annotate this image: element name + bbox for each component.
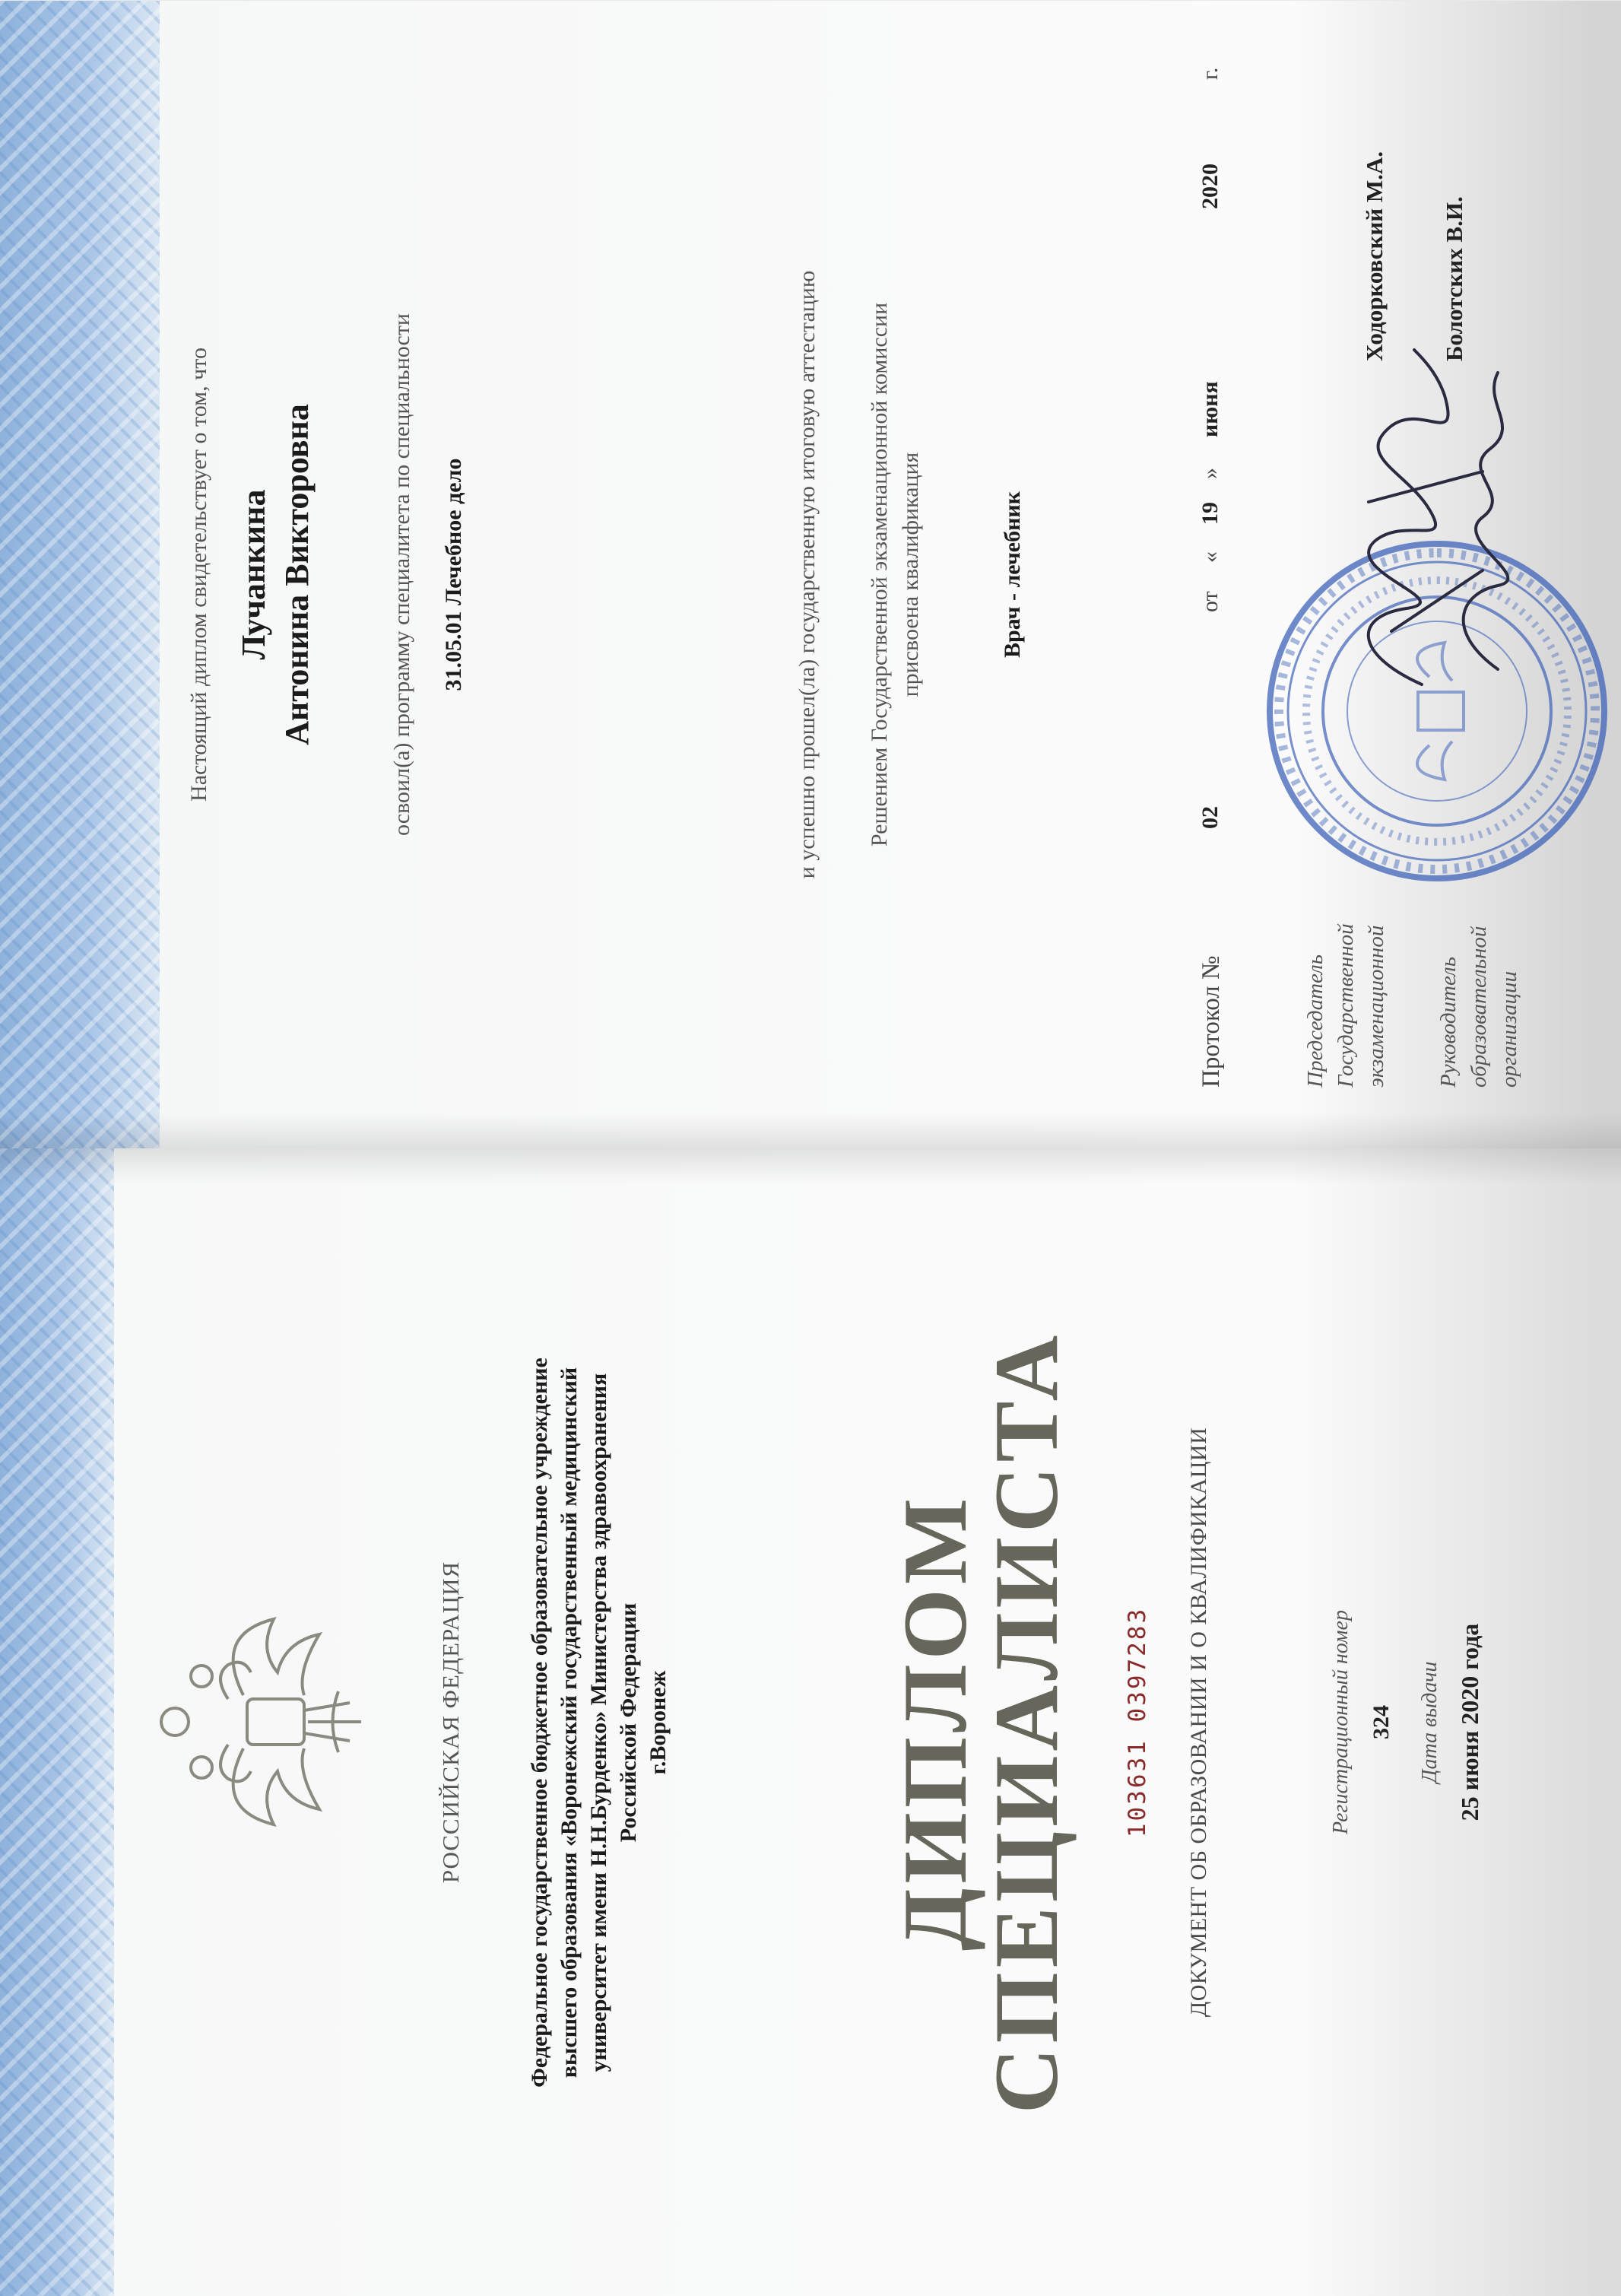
institution-line: высшего образования «Воронежский государственный медицинский — [557, 1367, 582, 2078]
decorative-blue-band — [0, 1, 160, 1148]
protocol-number: 02 — [1198, 806, 1223, 829]
institution-line: г.Воронеж — [646, 1670, 671, 1775]
document-title-line1: ДИПЛОМ — [884, 1493, 985, 1951]
spine-fold — [0, 1113, 1621, 1184]
protocol-from-label: от — [1198, 591, 1223, 612]
diploma-title-page — [0, 1148, 1621, 2296]
institution-line: Российской Федерации — [616, 1602, 641, 1843]
series-number: 103631 0397283 — [1124, 1606, 1151, 1838]
country-name: РОССИЙСКАЯ ФЕДЕРАЦИЯ — [437, 1561, 464, 1884]
commission-chair-name: Ходорковский М.А. — [1361, 151, 1388, 361]
diploma-content-page — [0, 1, 1621, 1148]
document-title-line2: СПЕЦИАЛИСТА — [975, 1330, 1077, 2114]
quote-close: » — [1198, 468, 1223, 479]
registration-number-label: Регистрационный номер — [1329, 1610, 1353, 1834]
institution-name — [525, 1228, 673, 2217]
institution-line: Федеральное государственное бюджетное образовательное учреждение — [527, 1358, 552, 2088]
handwritten-signature-icon — [1308, 342, 1559, 700]
graduate-given-names: Антонина Викторовна — [278, 404, 316, 745]
organization-head-name: Болотских В.И. — [1441, 196, 1467, 361]
protocol-month: июня — [1198, 381, 1223, 437]
commission-decision-line1: Решением Государственной экзаменационной комиссии — [867, 302, 892, 847]
qualification: Врач - лечебник — [1000, 491, 1025, 658]
institution-line: университет имени Н.Н.Бурденко» Министерства здравоохранения — [586, 1373, 611, 2072]
issue-date-label: Дата выдачи — [1418, 1661, 1442, 1783]
commission-decision-line2: присвоена квалификация — [898, 452, 923, 697]
certification-intro: Настоящий диплом свидетельствует о том, что — [186, 348, 211, 802]
commission-chair-label: Председатель Государственной экзаменационной — [1303, 923, 1388, 1088]
protocol-day: 19 — [1198, 502, 1223, 525]
year-suffix: г. — [1198, 67, 1223, 80]
program-statement: освоил(а) программу специалитета по специальности — [389, 313, 414, 836]
registration-number: 324 — [1369, 1705, 1394, 1739]
organization-head-label: Руководитель образовательной организации — [1436, 926, 1521, 1088]
issue-date: 25 июня 2020 года — [1456, 1623, 1483, 1821]
protocol-year: 2020 — [1198, 164, 1223, 209]
graduate-surname: Лучанкина — [235, 489, 272, 660]
attestation-statement: и успешно прошел(ла) государственную итоговую аттестацию — [795, 270, 820, 879]
protocol-label: Протокол № — [1198, 955, 1225, 1088]
specialty: 31.05.01 Лечебное дело — [441, 458, 466, 691]
decorative-blue-band — [0, 1148, 114, 2296]
document-type: ДОКУМЕНТ ОБ ОБРАЗОВАНИИ И О КВАЛИФИКАЦИИ — [1186, 1427, 1211, 2018]
russian-double-headed-eagle-icon — [144, 1604, 373, 1840]
quote-open: « — [1198, 551, 1223, 563]
